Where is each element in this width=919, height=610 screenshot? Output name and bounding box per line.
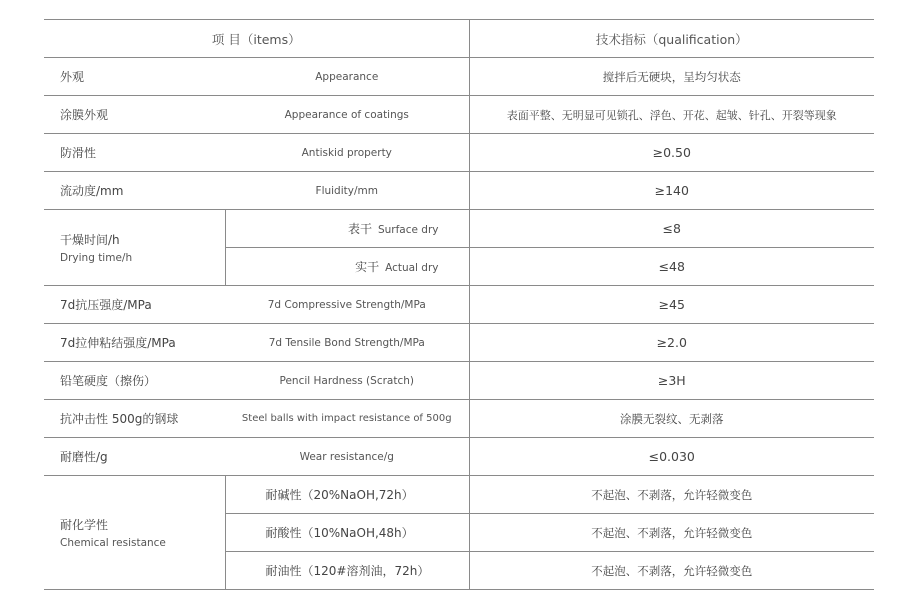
table-row bbox=[44, 286, 874, 324]
chemical-label bbox=[44, 476, 225, 590]
spec-table bbox=[44, 19, 874, 590]
table-row bbox=[44, 438, 874, 476]
item-value: ≤0.030 bbox=[469, 438, 874, 476]
chemical-en: Chemical resistance bbox=[60, 537, 166, 549]
item-cn: 7d拉伸粘结强度/MPa bbox=[44, 324, 225, 362]
table-row bbox=[44, 400, 874, 438]
item-cn: 防滑性 bbox=[44, 134, 225, 172]
acid-resistance-label: 耐酸性（10%NaOH,48h） bbox=[225, 514, 469, 552]
actual-dry-value: ≤48 bbox=[469, 248, 874, 286]
chemical-cn: 耐化学性 bbox=[60, 518, 109, 532]
item-en: Pencil Hardness (Scratch) bbox=[225, 362, 469, 400]
item-en: Steel balls with impact resistance of 500g bbox=[225, 400, 469, 438]
item-value: 搅拌后无硬块，呈均匀状态 bbox=[469, 58, 874, 96]
table-row bbox=[44, 96, 874, 134]
table-row bbox=[44, 172, 874, 210]
surface-dry-cn: 表干 bbox=[347, 222, 372, 236]
drying-label bbox=[44, 210, 225, 286]
item-cn: 耐磨性/g bbox=[44, 438, 225, 476]
item-en: Wear resistance/g bbox=[225, 438, 469, 476]
item-value: ≥3H bbox=[469, 362, 874, 400]
item-value: 涂膜无裂纹、无剥落 bbox=[469, 400, 874, 438]
alkali-resistance-label: 耐碱性（20%NaOH,72h） bbox=[225, 476, 469, 514]
item-cn: 铅笔硬度（擦伤） bbox=[44, 362, 225, 400]
item-cn: 涂膜外观 bbox=[44, 96, 225, 134]
actual-dry-cn: 实干 bbox=[355, 260, 380, 274]
acid-resistance-value: 不起泡、不剥落，允许轻微变色 bbox=[469, 514, 874, 552]
item-cn: 流动度/mm bbox=[44, 172, 225, 210]
item-cn: 7d抗压强度/MPa bbox=[44, 286, 225, 324]
item-value: ≥2.0 bbox=[469, 324, 874, 362]
item-cn: 外观 bbox=[44, 58, 225, 96]
drying-cn: 干燥时间/h bbox=[60, 233, 120, 247]
item-en: 7d Compressive Strength/MPa bbox=[225, 286, 469, 324]
item-value: 表面平整、无明显可见锁孔、浮色、开花、起皱、针孔、开裂等现象 bbox=[469, 96, 874, 134]
table-row-chemical bbox=[44, 476, 874, 514]
item-en: Appearance bbox=[225, 58, 469, 96]
table-row bbox=[44, 324, 874, 362]
surface-dry-value: ≤8 bbox=[469, 210, 874, 248]
table-header-row bbox=[44, 20, 874, 58]
item-cn: 抗冲击性 500g的钢球 bbox=[44, 400, 225, 438]
surface-dry-en: Surface dry bbox=[377, 224, 439, 236]
table-row bbox=[44, 362, 874, 400]
table-row bbox=[44, 58, 874, 96]
table-row-drying bbox=[44, 210, 874, 248]
item-en: 7d Tensile Bond Strength/MPa bbox=[225, 324, 469, 362]
drying-en: Drying time/h bbox=[60, 252, 133, 264]
item-value: ≥0.50 bbox=[469, 134, 874, 172]
oil-resistance-value: 不起泡、不剥落，允许轻微变色 bbox=[469, 552, 874, 590]
header-items: 项 目（items） bbox=[44, 20, 469, 58]
item-value: ≥45 bbox=[469, 286, 874, 324]
header-qualification: 技术指标（qualification） bbox=[469, 20, 874, 58]
table-row bbox=[44, 134, 874, 172]
actual-dry-en: Actual dry bbox=[385, 262, 439, 274]
item-value: ≥140 bbox=[469, 172, 874, 210]
oil-resistance-label: 耐油性（120#溶剂油，72h） bbox=[225, 552, 469, 590]
item-en: Antiskid property bbox=[225, 134, 469, 172]
actual-dry-label bbox=[225, 248, 469, 286]
alkali-resistance-value: 不起泡、不剥落，允许轻微变色 bbox=[469, 476, 874, 514]
surface-dry-label bbox=[225, 210, 469, 248]
item-en: Appearance of coatings bbox=[225, 96, 469, 134]
item-en: Fluidity/mm bbox=[225, 172, 469, 210]
